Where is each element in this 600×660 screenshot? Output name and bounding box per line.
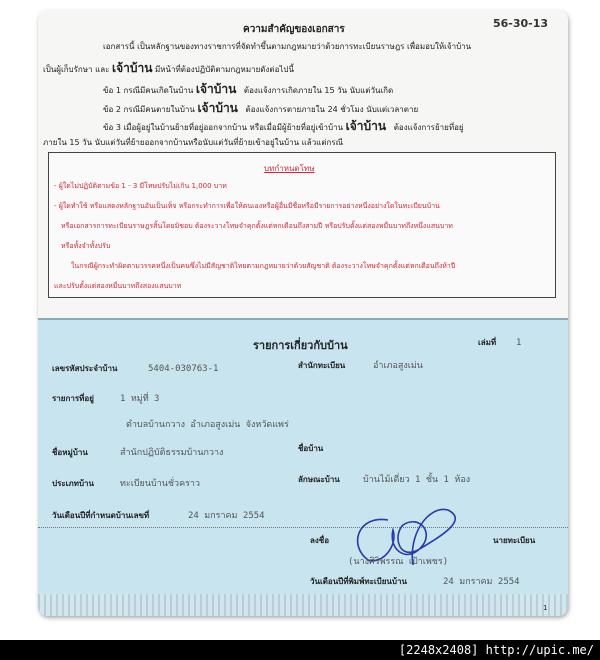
penalty-box [48, 152, 556, 298]
house-registration-document [38, 10, 568, 616]
penalty-line: หรือทั้งจำทั้งปรับ [61, 242, 111, 250]
document-code: 56-30-13 [493, 17, 549, 30]
watermark-text: [2248x2408] http://upic.me/ [398, 643, 594, 657]
house-type-label: ประเภทบ้าน [52, 479, 94, 488]
house-style-value: บ้านไม้เดี่ยว 1 ชั้น 1 ห้อง [363, 475, 471, 485]
penalty-line: - ผู้ใดทำใช้ หรือแสดงหลักฐานอันเป็นเท็จ หรือกระทำการเพื่อให้ตนเองหรือผู้อื่นมีชื่อหรือมีรายการอย่างหนึ่งอย่างใดในทะเบียนบ้าน [54, 202, 440, 210]
penalty-line: - ผู้ใดไม่ปฏิบัติตามข้อ 1 - 3 มีโทษปรับไม่เกิน 1,000 บาท [54, 182, 227, 190]
assigned-date-value: 24 มกราคม 2554 [188, 511, 265, 521]
divider [38, 527, 568, 528]
penalty-line: หรือเอกสารการทะเบียนราษฎรสิ้นโดยมิชอบ ต้องระวางโทษจำคุกตั้งแต่หกเดือนถึงสามปี หรือปรับตั้งแต่สองหมื่นบาทถึงหนึ่งแสนบาท [61, 222, 453, 230]
importance-title: ความสำคัญของเอกสาร [243, 24, 345, 35]
house-details-section [38, 318, 568, 616]
office-value: อำเภอสูงเม่น [373, 361, 423, 371]
text: ต้องแจ้งการตายภายใน 24 ชั่วโมง นับแต่เวลาตาย [245, 105, 419, 114]
text: มีหน้าที่ต้องปฏิบัติตามกฎหมายดังต่อไปนี้ [154, 65, 294, 74]
address-line-1: 1 หมู่ที่ 3 [120, 394, 160, 404]
importance-line: เอกสารนี้ เป็นหลักฐานของทางราชการที่จัดทำขึ้นตามกฎหมายว่าด้วยการทะเบียนราษฎร เพื่อมอบให้เจ้าบ้าน [103, 42, 472, 51]
owner-term: เจ้าบ้าน [197, 101, 238, 115]
item-3 [103, 120, 464, 132]
penalty-line: ในกรณีผู้กระทำผิดตามวรรคหนึ่งเป็นคนซึ่งไม่มีสัญชาติไทยตามกฎหมายว่าด้วยสัญชาติ ต้องระวางโทษจำคุกตั้งแต่หกเดือนถึงห้าปี [71, 262, 456, 270]
owner-term: เจ้าบ้าน [195, 82, 237, 96]
volume-value: 1 [516, 338, 522, 348]
village-value: สำนักปฏิบัติธรรมบ้านกวาง [120, 448, 224, 458]
item-1 [103, 83, 393, 95]
item-2 [103, 102, 418, 114]
text: ข้อ 1 กรณีมีคนเกิดในบ้าน [103, 86, 194, 95]
penalty-line: และปรับตั้งแต่สองหมื่นบาทถึงสองแสนบาท [54, 282, 182, 290]
address-label: รายการที่อยู่ [52, 394, 94, 403]
printed-date-label: วันเดือนปีที่พิมพ์ทะเบียนบ้าน [310, 577, 407, 586]
volume-label: เล่มที่ [478, 338, 497, 347]
owner-term: เจ้าบ้าน [345, 119, 387, 133]
text: เป็นผู้เก็บรักษา และ [43, 65, 110, 74]
text: ข้อ 3 เมื่อผู้อยู่ในบ้านย้ายที่อยู่ออกจากบ้าน หรือเมื่อมีผู้ย้ายที่อยู่เข้าบ้าน [103, 123, 344, 132]
penalty-title: บทกำหนดโทษ [264, 164, 315, 173]
address-line-2: ตำบลบ้านกวาง อำเภอสูงเม่น จังหวัดแพร่ [126, 420, 289, 430]
assigned-date-label: วันเดือนปีที่กำหนดบ้านเลขที่ [52, 511, 150, 520]
security-strip [38, 594, 568, 616]
house-name-label: ชื่อบ้าน [298, 444, 324, 453]
printed-date-value: 24 มกราคม 2554 [443, 577, 520, 587]
sign-label: ลงชื่อ [310, 536, 330, 545]
importance-line [43, 62, 294, 74]
office-label: สำนักทะเบียน [298, 361, 346, 370]
importance-section [38, 10, 568, 318]
text: ข้อ 2 กรณีมีคนตายในบ้าน [103, 105, 195, 114]
owner-term: เจ้าบ้าน [111, 61, 153, 75]
house-type-value: ทะเบียนบ้านชั่วคราว [120, 479, 201, 489]
item-3-continued: ภายใน 15 วัน นับแต่วันที่ย้ายออกจากบ้านหรือนับแต่วันที่ย้ายเข้าอยู่ในบ้าน แล้วแต่กรณี [43, 138, 344, 147]
house-title: รายการเกี่ยวกับบ้าน [253, 339, 348, 352]
page-number: 1 [543, 604, 548, 612]
watermark-bar [0, 640, 600, 660]
village-label: ชื่อหมู่บ้าน [52, 448, 88, 457]
house-code-value: 5404-030763-1 [148, 364, 219, 374]
house-style-label: ลักษณะบ้าน [298, 475, 340, 484]
registrar-name: (นางศิริพรรณ เป้าเพชร) [348, 557, 449, 567]
house-code-label: เลขรหัสประจำบ้าน [52, 364, 118, 373]
text: ต้องแจ้งการเกิดภายใน 15 วัน นับแต่วันเกิด [243, 86, 394, 95]
registrar-label: นายทะเบียน [493, 536, 536, 545]
text: ต้องแจ้งการย้ายที่อยู่ [393, 123, 464, 132]
